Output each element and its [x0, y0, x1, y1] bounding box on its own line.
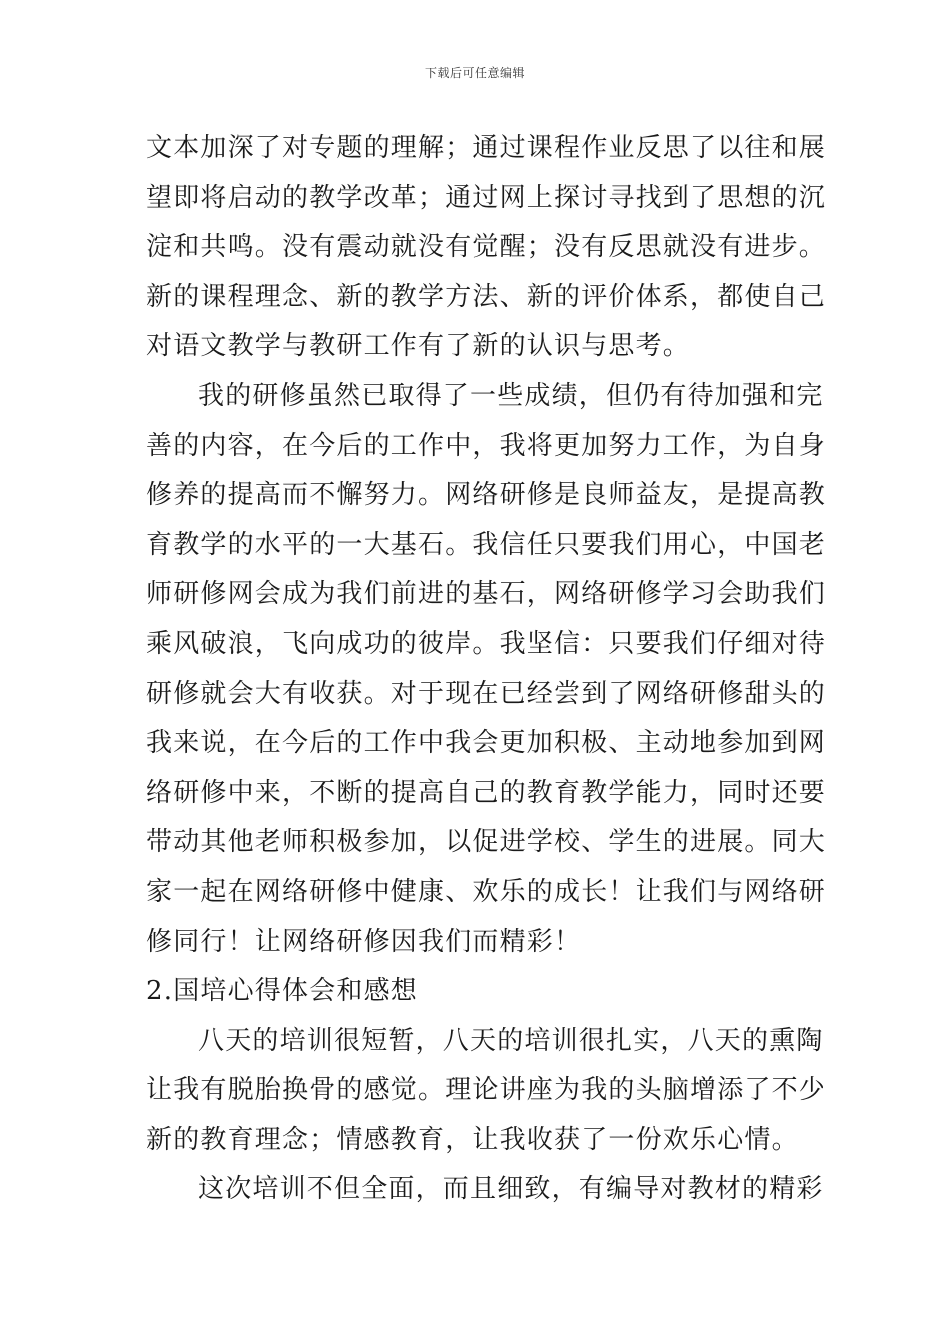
text-line: 文本加深了对专题的理解；通过课程作业反思了以往和展	[146, 133, 827, 163]
text-line: 乘风破浪，飞向成功的彼岸。我坚信：只要我们仔细对待	[146, 628, 827, 659]
page-header: 下载后可任意编辑	[424, 66, 525, 80]
text-line: 育教学的水平的一大基石。我信任只要我们用心，中国老	[146, 529, 827, 560]
text-line: 让我有脱胎换骨的感觉。理论讲座为我的头脑增添了不少	[146, 1075, 827, 1106]
text-line: 我来说，在今后的工作中我会更加积极、主动地参加到网	[146, 728, 827, 759]
paragraph	[146, 1017, 827, 1166]
paragraph	[146, 372, 827, 967]
text-line: 研修就会大有收获。对于现在已经尝到了网络研修甜头的	[146, 678, 827, 709]
text-line: 络研修中来，不断的提高自己的教育教学能力，同时还要	[146, 777, 827, 808]
text-line: 这次培训不但全面，而且细致，有编导对教材的精彩	[198, 1174, 824, 1205]
text-line: 家一起在网络研修中健康、欢乐的成长！让我们与网络研	[146, 876, 827, 907]
text-line: 望即将启动的教学改革；通过网上探讨寻找到了思想的沉	[146, 182, 827, 213]
text-line: 师研修网会成为我们前进的基石，网络研修学习会助我们	[146, 579, 827, 610]
paragraph	[146, 1165, 824, 1215]
document-body	[146, 124, 827, 1215]
paragraph	[146, 124, 827, 372]
text-line: 带动其他老师积极参加，以促进学校、学生的进展。同大	[146, 827, 827, 858]
text-line: 新的课程理念、新的教学方法、新的评价体系，都使自己	[146, 281, 827, 312]
text-line: 修同行！让网络研修因我们而精彩！	[146, 926, 582, 957]
text-line: 对语文教学与教研工作有了新的认识与思考。	[146, 331, 691, 362]
text-line: 我的研修虽然已取得了一些成绩，但仍有待加强和完	[198, 380, 824, 411]
text-line: 善的内容，在今后的工作中，我将更加努力工作，为自身	[146, 430, 827, 461]
text-line: 新的教育理念；情感教育，让我收获了一份欢乐心情。	[146, 1124, 799, 1155]
text-line: 八天的培训很短暂，八天的培训很扎实，八天的熏陶	[198, 1025, 824, 1056]
paragraph	[146, 967, 808, 1017]
text-line: 淀和共鸣。没有震动就没有觉醒；没有反思就没有进步。	[146, 232, 827, 263]
text-line: 2.国培心得体会和感想	[146, 976, 419, 1007]
text-line: 修养的提高而不懈努力。网络研修是良师益友，是提高教	[146, 480, 827, 511]
